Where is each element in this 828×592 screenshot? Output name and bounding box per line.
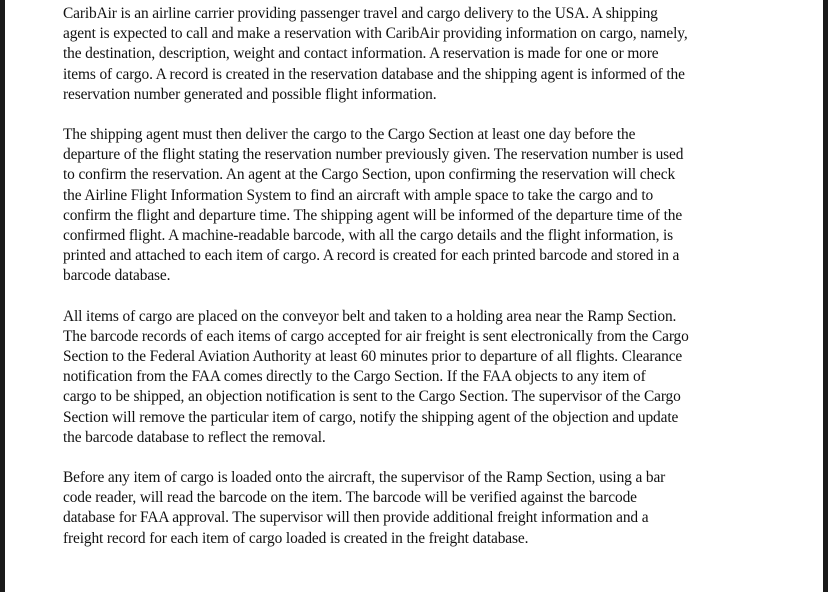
paragraph-ramp-loading	[63, 468, 798, 549]
text-line: confirmed flight. A machine-readable barcode, with all the cargo details and the flight information, is	[63, 227, 674, 245]
text-line: freight record for each item of cargo loaded is created in the freight database.	[63, 529, 529, 547]
text-line: barcode database.	[63, 267, 171, 285]
text-line: agent is expected to call and make a reservation with CaribAir providing information on cargo, namely,	[63, 25, 688, 43]
right-border	[823, 0, 828, 592]
paragraph-faa-clearance	[63, 307, 798, 448]
text-line: printed and attached to each item of cargo. A record is created for each printed barcode and stored in a	[63, 247, 680, 265]
text-line: database for FAA approval. The supervisor will then provide additional freight information and a	[63, 509, 649, 527]
text-line: departure of the flight stating the reservation number previously given. The reservation number is used	[63, 146, 684, 164]
text-line: the barcode database to reflect the removal.	[63, 428, 326, 446]
text-line: Section will remove the particular item of cargo, notify the shipping agent of the objection and update	[63, 408, 679, 426]
text-line: the Airline Flight Information System to find an aircraft with ample space to take the cargo and to	[63, 186, 654, 204]
text-line: CaribAir is an airline carrier providing passenger travel and cargo delivery to the USA. A shipping	[63, 5, 658, 22]
text-line: notification from the FAA comes directly to the Cargo Section. If the FAA objects to any item of	[63, 368, 646, 386]
paragraph-reservation	[63, 4, 798, 105]
text-line: items of cargo. A record is created in the reservation database and the shipping agent is informed of the	[63, 65, 685, 83]
document-body	[63, 4, 798, 569]
text-line: code reader, will read the barcode on the item. The barcode will be verified against the barcode	[63, 489, 637, 507]
text-line: The barcode records of each items of cargo accepted for air freight is sent electronically from the Cargo	[63, 327, 689, 345]
text-line: cargo to be shipped, an objection notification is sent to the Cargo Section. The supervisor of the Cargo	[63, 388, 681, 406]
text-line: All items of cargo are placed on the conveyor belt and taken to a holding area near the Ramp Section.	[63, 307, 677, 325]
text-line: the destination, description, weight and contact information. A reservation is made for one or more	[63, 45, 659, 63]
text-line: Section to the Federal Aviation Authority at least 60 minutes prior to departure of all flights. Clearance	[63, 348, 683, 366]
text-line: reservation number generated and possible flight information.	[63, 85, 437, 103]
text-line: The shipping agent must then deliver the cargo to the Cargo Section at least one day before the	[63, 126, 636, 144]
paragraph-cargo-delivery	[63, 125, 798, 287]
text-line: confirm the flight and departure time. The shipping agent will be informed of the departure time of the	[63, 206, 683, 224]
text-line: Before any item of cargo is loaded onto the aircraft, the supervisor of the Ramp Section, using a bar	[63, 469, 666, 487]
left-border	[0, 0, 5, 592]
text-line: to confirm the reservation. An agent at the Cargo Section, upon confirming the reservation will check	[63, 166, 676, 184]
